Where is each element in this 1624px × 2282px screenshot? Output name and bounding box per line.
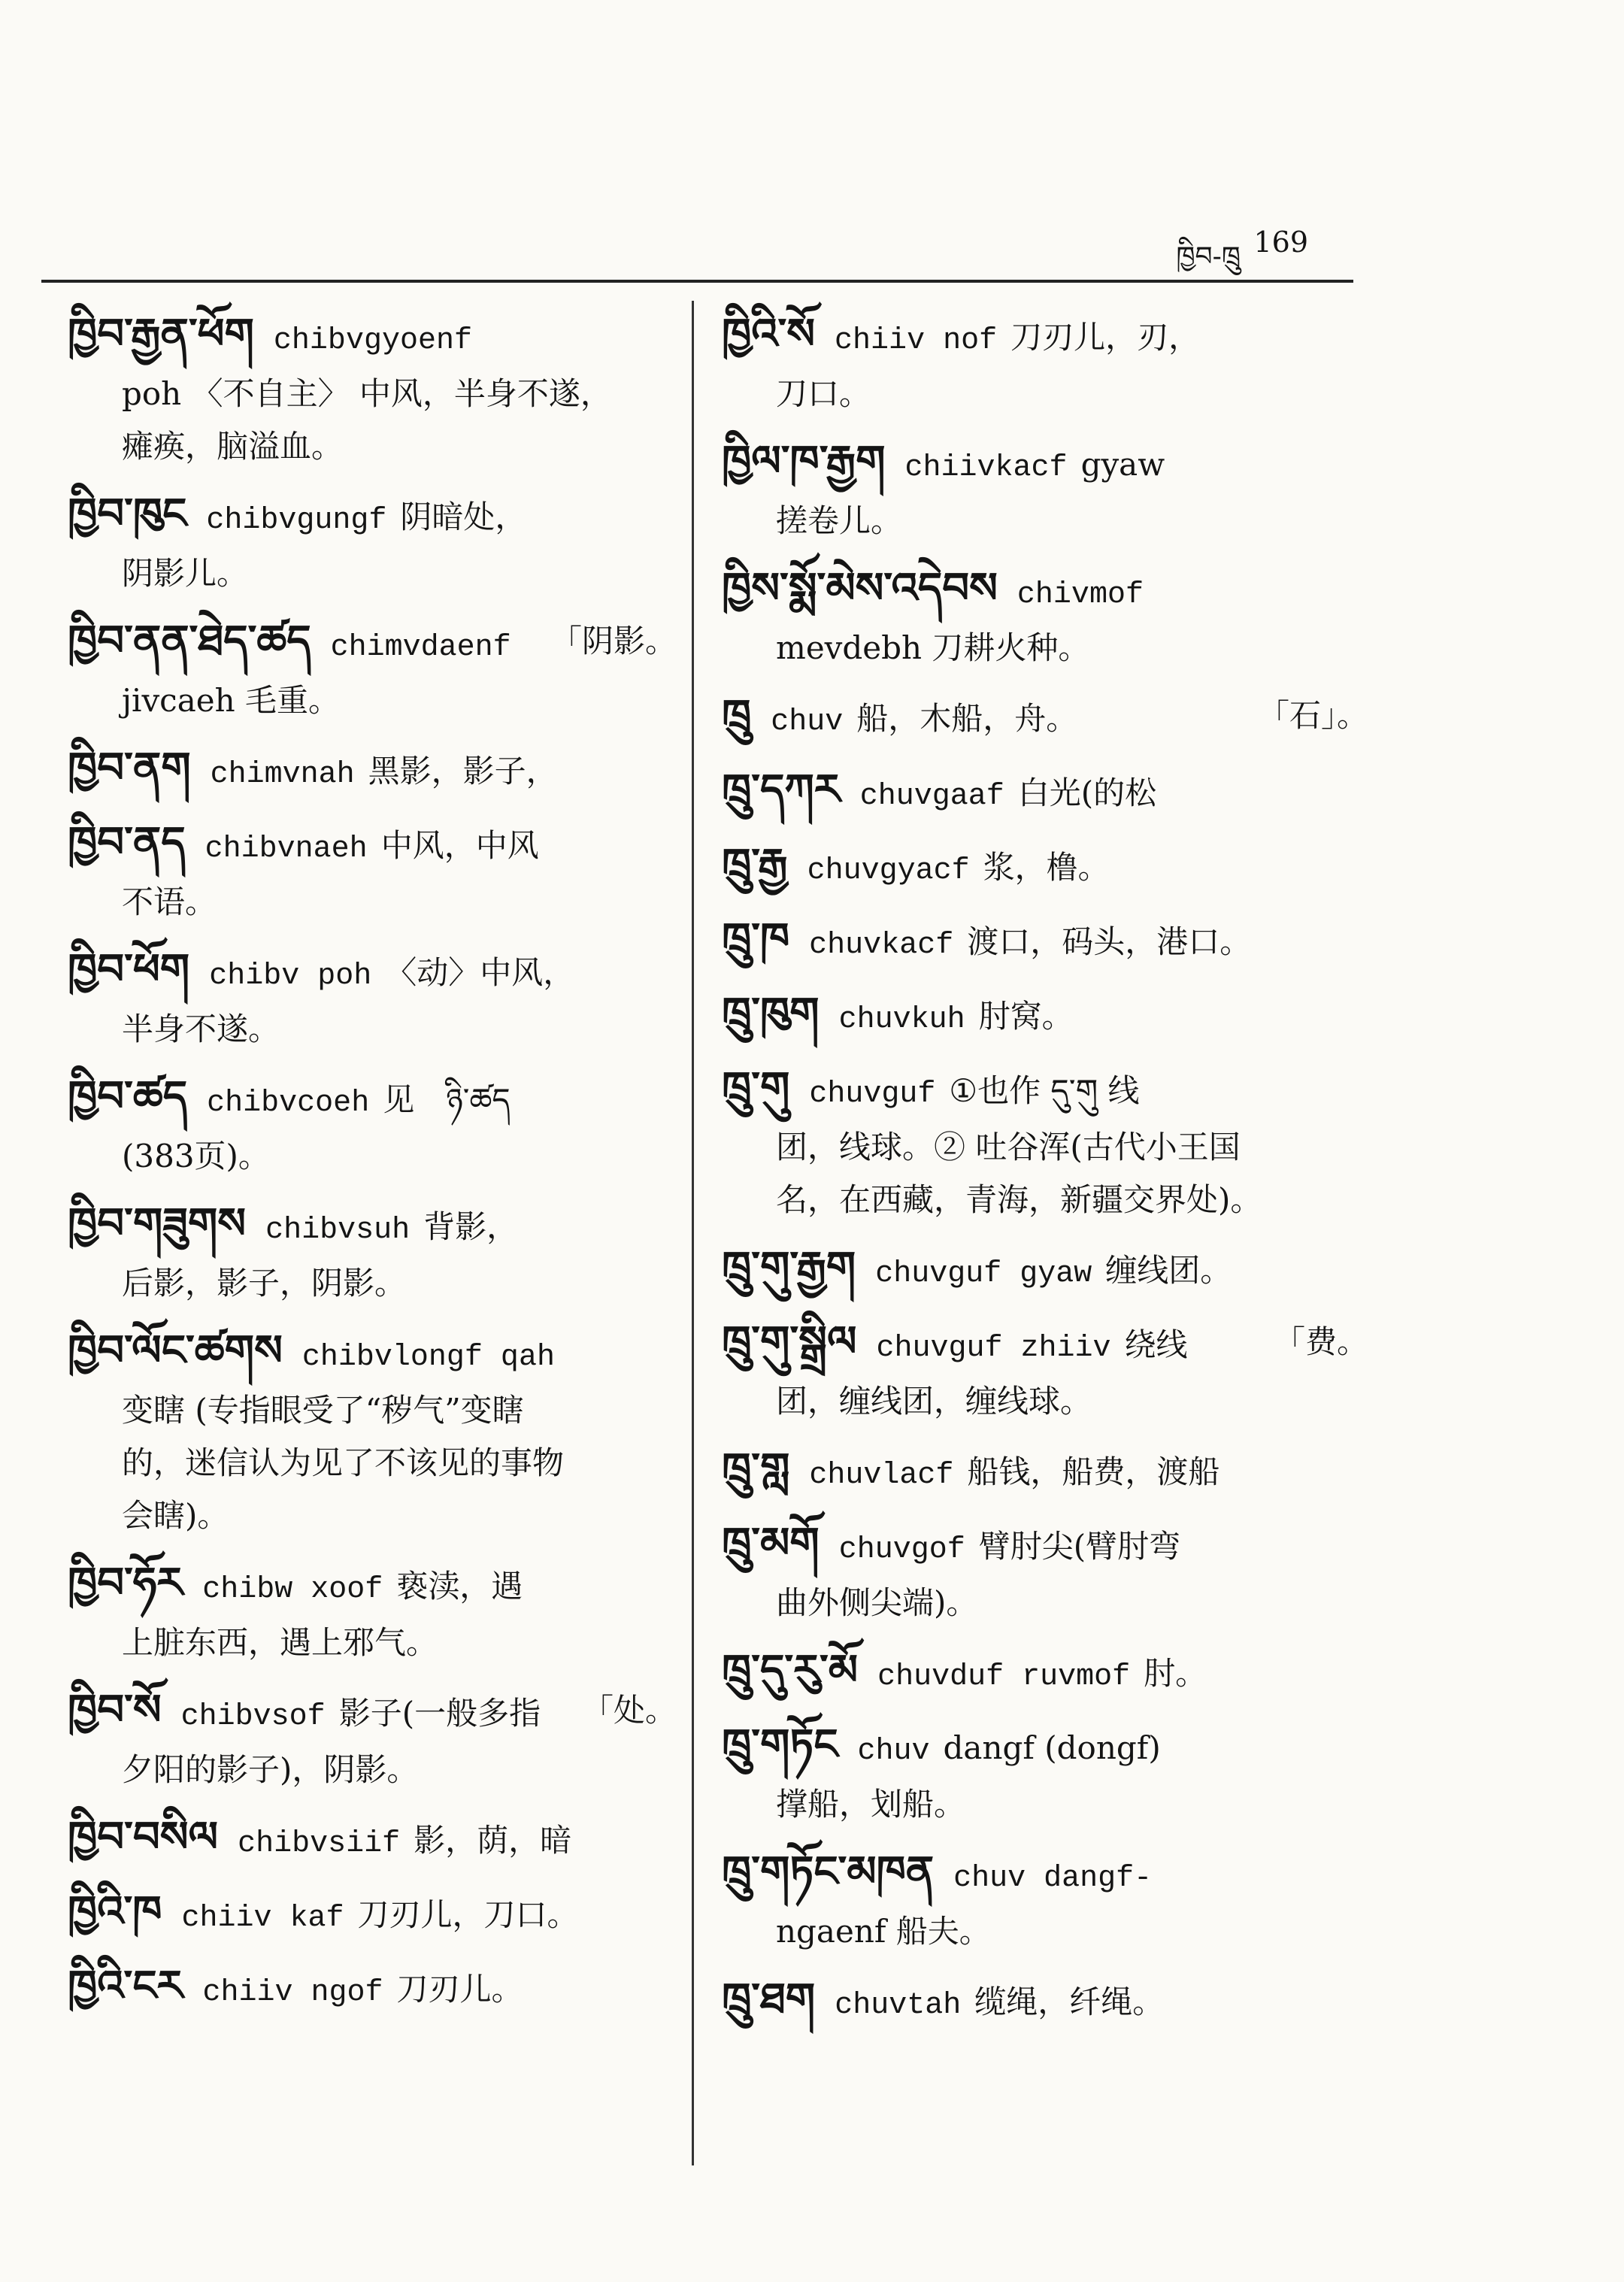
entry-headline bbox=[722, 435, 1368, 495]
tibetan-headword: ཁྲུ་དཀར bbox=[722, 765, 841, 814]
definition: 缠线团。 bbox=[1105, 1252, 1232, 1289]
romanization: chuvgyacf bbox=[807, 854, 970, 888]
romanization: chuvguf bbox=[809, 1077, 936, 1111]
definition-continuation: 的，迷信认为见了不该见的事物 bbox=[122, 1444, 565, 1481]
definition: 〈动〉中风， bbox=[385, 954, 575, 991]
tibetan-headword: ཁྱིབ་གཟུགས bbox=[68, 1199, 247, 1248]
dictionary-entry bbox=[722, 1719, 1368, 1831]
definition-continuation: (383页)。 bbox=[122, 1138, 270, 1174]
definition: 肘窝。 bbox=[978, 998, 1074, 1035]
romanization: chuvkuh bbox=[838, 1003, 965, 1037]
tibetan-headword: ཁྱིབ་ལོང་ཚགས bbox=[68, 1326, 283, 1375]
dictionary-entry bbox=[68, 1811, 677, 1871]
page-header bbox=[45, 226, 1353, 271]
definition-continuation: 阴影儿。 bbox=[122, 555, 249, 592]
dictionary-entry bbox=[68, 1198, 677, 1310]
entry-headline bbox=[68, 1557, 677, 1617]
left-column bbox=[68, 308, 677, 2035]
tibetan-headword: ཁྱིའི་ངར bbox=[68, 1962, 183, 2011]
entry-headline bbox=[68, 1886, 677, 1945]
definition-continuation: mevdebh 刀耕火种。 bbox=[776, 629, 1090, 666]
romanization: chuvlacf bbox=[809, 1459, 954, 1493]
definition: 臂肘尖(臂肘弯 bbox=[978, 1528, 1181, 1565]
definition: 船，木船，舟。 bbox=[856, 700, 1078, 737]
tibetan-headword: ཁྲུ་ཁ bbox=[722, 914, 790, 963]
romanization: chuvgof bbox=[838, 1533, 965, 1567]
definition: 船钱，船费，渡船 bbox=[967, 1453, 1220, 1490]
dictionary-entry bbox=[68, 488, 677, 600]
definition-continuation: 后影，影子，阴影。 bbox=[122, 1265, 407, 1302]
entry-headline bbox=[68, 1198, 677, 1257]
entry-headline bbox=[68, 615, 677, 674]
romanization: chibvsiif bbox=[238, 1827, 401, 1861]
definition-continuation: 搓卷儿。 bbox=[776, 502, 903, 539]
dictionary-entry bbox=[68, 1071, 677, 1183]
definition-continuation: 上脏东西，遇上邪气。 bbox=[122, 1624, 438, 1661]
entry-headline bbox=[722, 764, 1368, 823]
entry-headline bbox=[722, 1241, 1368, 1301]
romanization: chibvgungf bbox=[206, 504, 387, 538]
entry-headline bbox=[722, 308, 1368, 368]
romanization: chuvduf ruvmof bbox=[877, 1660, 1131, 1694]
romanization: chuv bbox=[857, 1735, 930, 1768]
definition: 亵渎，遇 bbox=[396, 1568, 523, 1605]
definition-continuation: 变瞎 (专指眼受了“秽气”变瞎 bbox=[122, 1392, 524, 1429]
definition-continuation: 撑船，划船。 bbox=[776, 1786, 966, 1823]
tibetan-headword: ཁྲུ་གུ bbox=[722, 1063, 790, 1112]
entry-headline bbox=[68, 488, 677, 547]
tibetan-headword: ཁྲུ་གླ bbox=[722, 1444, 790, 1493]
entry-headline bbox=[722, 562, 1368, 622]
dictionary-entry bbox=[68, 817, 677, 929]
dictionary-entry bbox=[722, 838, 1368, 898]
definition: 渡口，码头，港口。 bbox=[967, 923, 1252, 960]
definition-continuation: 名，在西藏，青海，新疆交界处)。 bbox=[776, 1181, 1262, 1218]
definition: 浆，橹。 bbox=[983, 849, 1110, 886]
tibetan-headword: ཁྱིབ་ཚད bbox=[68, 1072, 188, 1121]
header-rule bbox=[41, 280, 1353, 283]
tibetan-headword: ཁྲུ་གུ་སྒྲིལ bbox=[722, 1317, 857, 1366]
dictionary-entry bbox=[722, 1241, 1368, 1301]
tibetan-headword: ཁྱིའི་སོ bbox=[722, 310, 816, 359]
entry-headline bbox=[722, 1517, 1368, 1577]
definition: 影，荫，暗 bbox=[414, 1822, 572, 1859]
definition: gyaw bbox=[1080, 446, 1165, 483]
dictionary-entry bbox=[68, 944, 677, 1056]
definition: ①也作 དུ་གུ 线 bbox=[949, 1072, 1140, 1109]
romanization: chibw xoof bbox=[202, 1573, 383, 1607]
romanization: chuvkacf bbox=[809, 929, 954, 962]
definition: 阴暗处， bbox=[400, 499, 527, 535]
entry-headline bbox=[722, 838, 1368, 898]
tibetan-headword: ཁྲུ་ཁུག bbox=[722, 989, 820, 1038]
continuation-mark: 「处。 bbox=[581, 1692, 677, 1729]
right-column bbox=[722, 308, 1368, 2047]
definition-continuation: 瘫痪，脑溢血。 bbox=[122, 428, 344, 465]
dictionary-entry bbox=[722, 562, 1368, 674]
entry-headline bbox=[68, 1684, 677, 1744]
definition: 刀刃儿。 bbox=[396, 1971, 523, 2008]
definition-continuation: ngaenf 船夫。 bbox=[776, 1913, 991, 1950]
tibetan-headword: ཁྲུ་གཏོང bbox=[722, 1720, 838, 1769]
tibetan-headword: ཁྲུ bbox=[722, 691, 752, 740]
definition: 刀刃儿，刀口。 bbox=[357, 1896, 579, 1933]
tibetan-headword: ཁྱིས་སྨོ་མེས་འདེབས bbox=[722, 564, 998, 613]
dictionary-entry bbox=[722, 987, 1368, 1047]
entry-headline bbox=[68, 1071, 677, 1130]
page-number: 169 bbox=[1253, 226, 1308, 259]
romanization: chibvnaeh bbox=[205, 832, 368, 866]
romanization: chuvtah bbox=[835, 1989, 962, 2023]
tibetan-headword: ཁྲུ་དུ་རུ་མོ bbox=[722, 1646, 859, 1695]
tibetan-headword: ཁྱིབ་ནད bbox=[68, 818, 186, 867]
entry-headline bbox=[68, 817, 677, 876]
romanization: chimvdaenf bbox=[330, 631, 511, 665]
dictionary-entry bbox=[68, 742, 677, 802]
tibetan-headword: ཁྲུ་རྒྱ bbox=[722, 840, 788, 889]
definition-continuation: 曲外侧尖端)。 bbox=[776, 1584, 978, 1621]
dictionary-entry bbox=[722, 913, 1368, 972]
definition-continuation: 不语。 bbox=[122, 883, 217, 920]
romanization: chibvlongf qah bbox=[301, 1341, 555, 1374]
dictionary-entry bbox=[68, 1960, 677, 2020]
dictionary-entry bbox=[722, 764, 1368, 823]
entry-headline bbox=[722, 689, 1368, 749]
definition: dangf (dongf) bbox=[943, 1729, 1161, 1766]
entry-headline bbox=[722, 1846, 1368, 1905]
entry-headline bbox=[722, 1443, 1368, 1502]
definition-continuation: 半身不遂。 bbox=[122, 1011, 280, 1047]
tibetan-headword: ཁྱིའི་ཁ bbox=[68, 1887, 162, 1936]
dictionary-entry bbox=[722, 1517, 1368, 1629]
romanization: chiivkacf bbox=[904, 451, 1068, 485]
romanization: chimvnah bbox=[210, 758, 355, 792]
definition: 黑影，影子， bbox=[368, 753, 558, 789]
dictionary-entry bbox=[722, 435, 1368, 547]
entry-headline bbox=[722, 1973, 1368, 2032]
continuation-mark: 「阴影。 bbox=[550, 623, 677, 659]
romanization: chibvsuh bbox=[265, 1214, 411, 1247]
romanization: chibvcoeh bbox=[207, 1086, 370, 1120]
dictionary-entry bbox=[722, 1846, 1368, 1958]
entry-headline bbox=[722, 1316, 1368, 1375]
definition-continuation: 夕阳的影子)，阴影。 bbox=[122, 1751, 419, 1788]
tibetan-headword: ཁྱིབ་ནན་ཐེད་ཚད bbox=[68, 617, 311, 665]
romanization: chuvguf zhiiv bbox=[876, 1332, 1111, 1365]
continuation-mark: 「费。 bbox=[1273, 1323, 1368, 1360]
dictionary-entry bbox=[68, 308, 677, 473]
continuation-mark: 「石」。 bbox=[1257, 697, 1368, 734]
dictionary-entry bbox=[68, 615, 677, 727]
dictionary-entry bbox=[722, 1644, 1368, 1704]
dictionary-entry bbox=[722, 1062, 1368, 1226]
definition: 缆绳，纤绳。 bbox=[974, 1983, 1165, 2020]
entry-headline bbox=[722, 1644, 1368, 1704]
definition: 绕线 bbox=[1124, 1326, 1188, 1363]
tibetan-headword: ཁྱིབ་ཁུང bbox=[68, 489, 187, 538]
entry-headline bbox=[68, 742, 677, 802]
definition-continuation: jivcaeh 毛重。 bbox=[122, 682, 341, 719]
definition-continuation: 团，线球。② 吐谷浑(古代小王国 bbox=[776, 1129, 1241, 1165]
romanization: chiiv nof bbox=[835, 324, 998, 358]
romanization: chuv dangf- bbox=[953, 1862, 1153, 1896]
dictionary-entry bbox=[722, 1316, 1368, 1428]
tibetan-headword: ཁྱིབ་སོ bbox=[68, 1686, 162, 1735]
dictionary-entry bbox=[68, 1325, 677, 1542]
definition: 影子(一般多指 bbox=[338, 1695, 541, 1732]
definition: 白光(的松 bbox=[1017, 774, 1157, 811]
tibetan-headword: ཁྱིབ་ཧོར bbox=[68, 1559, 183, 1608]
tibetan-headword: ཁྱིལ་ཁ་རྒྱག bbox=[722, 437, 886, 486]
tibetan-headword: ཁྲུ་གུ་རྒྱག bbox=[722, 1243, 856, 1292]
dictionary-entry bbox=[68, 1684, 677, 1796]
dictionary-entry bbox=[722, 1973, 1368, 2032]
definition: 见 ཉི་ཚད bbox=[383, 1081, 511, 1118]
romanization: chibvsof bbox=[180, 1700, 326, 1734]
definition: 刀刃儿，刃， bbox=[1010, 319, 1201, 356]
tibetan-headword: ཁྱིབ་ནག bbox=[68, 744, 191, 792]
romanization: chibvgyoenf bbox=[273, 324, 472, 358]
romanization: chibv poh bbox=[209, 959, 372, 993]
column-divider bbox=[692, 301, 694, 2165]
entry-headline bbox=[722, 987, 1368, 1047]
definition: 背影， bbox=[423, 1208, 519, 1245]
definition-continuation: 团，缠线团，缠线球。 bbox=[776, 1383, 1092, 1420]
tibetan-headword: ཁྱིབ་རྒྱན་ཕོག bbox=[68, 310, 254, 359]
definition-continuation: 刀口。 bbox=[776, 375, 871, 412]
tibetan-headword: ཁྲུ་ཐག bbox=[722, 1974, 816, 2023]
definition-continuation: 会瞎)。 bbox=[122, 1497, 229, 1534]
header-tibetan: ཁྱིབ-ཁྲུ bbox=[1176, 241, 1241, 272]
tibetan-headword: ཁྱིབ་ཕོག bbox=[68, 945, 190, 994]
definition: 中风，中风 bbox=[380, 827, 539, 864]
entry-headline bbox=[68, 1811, 677, 1871]
tibetan-headword: ཁྱིབ་བསིལ bbox=[68, 1813, 219, 1862]
entry-headline bbox=[68, 1325, 677, 1384]
entry-headline bbox=[68, 1960, 677, 2020]
romanization: chiiv ngof bbox=[202, 1976, 383, 2010]
romanization: chuv bbox=[771, 705, 844, 739]
romanization: chivmof bbox=[1017, 578, 1144, 612]
entry-headline bbox=[722, 913, 1368, 972]
dictionary-entry bbox=[722, 308, 1368, 420]
romanization: chuvguf gyaw bbox=[875, 1257, 1092, 1291]
dictionary-entry bbox=[722, 689, 1368, 749]
dictionary-entry bbox=[722, 1443, 1368, 1502]
entry-headline bbox=[68, 944, 677, 1003]
entry-headline bbox=[722, 1062, 1368, 1121]
definition-continuation: poh 〈不自主〉 中风，半身不遂， bbox=[122, 375, 612, 412]
romanization: chiiv kaf bbox=[181, 1902, 344, 1935]
romanization: chuvgaaf bbox=[859, 780, 1004, 814]
definition: 肘。 bbox=[1144, 1655, 1207, 1692]
dictionary-entry bbox=[68, 1886, 677, 1945]
dictionary-entry bbox=[68, 1557, 677, 1669]
entry-headline bbox=[722, 1719, 1368, 1778]
entry-headline bbox=[68, 308, 677, 368]
tibetan-headword: ཁྲུ་གཏོང་མཁན bbox=[722, 1847, 935, 1896]
tibetan-headword: ཁྲུ་མགོ bbox=[722, 1519, 820, 1568]
